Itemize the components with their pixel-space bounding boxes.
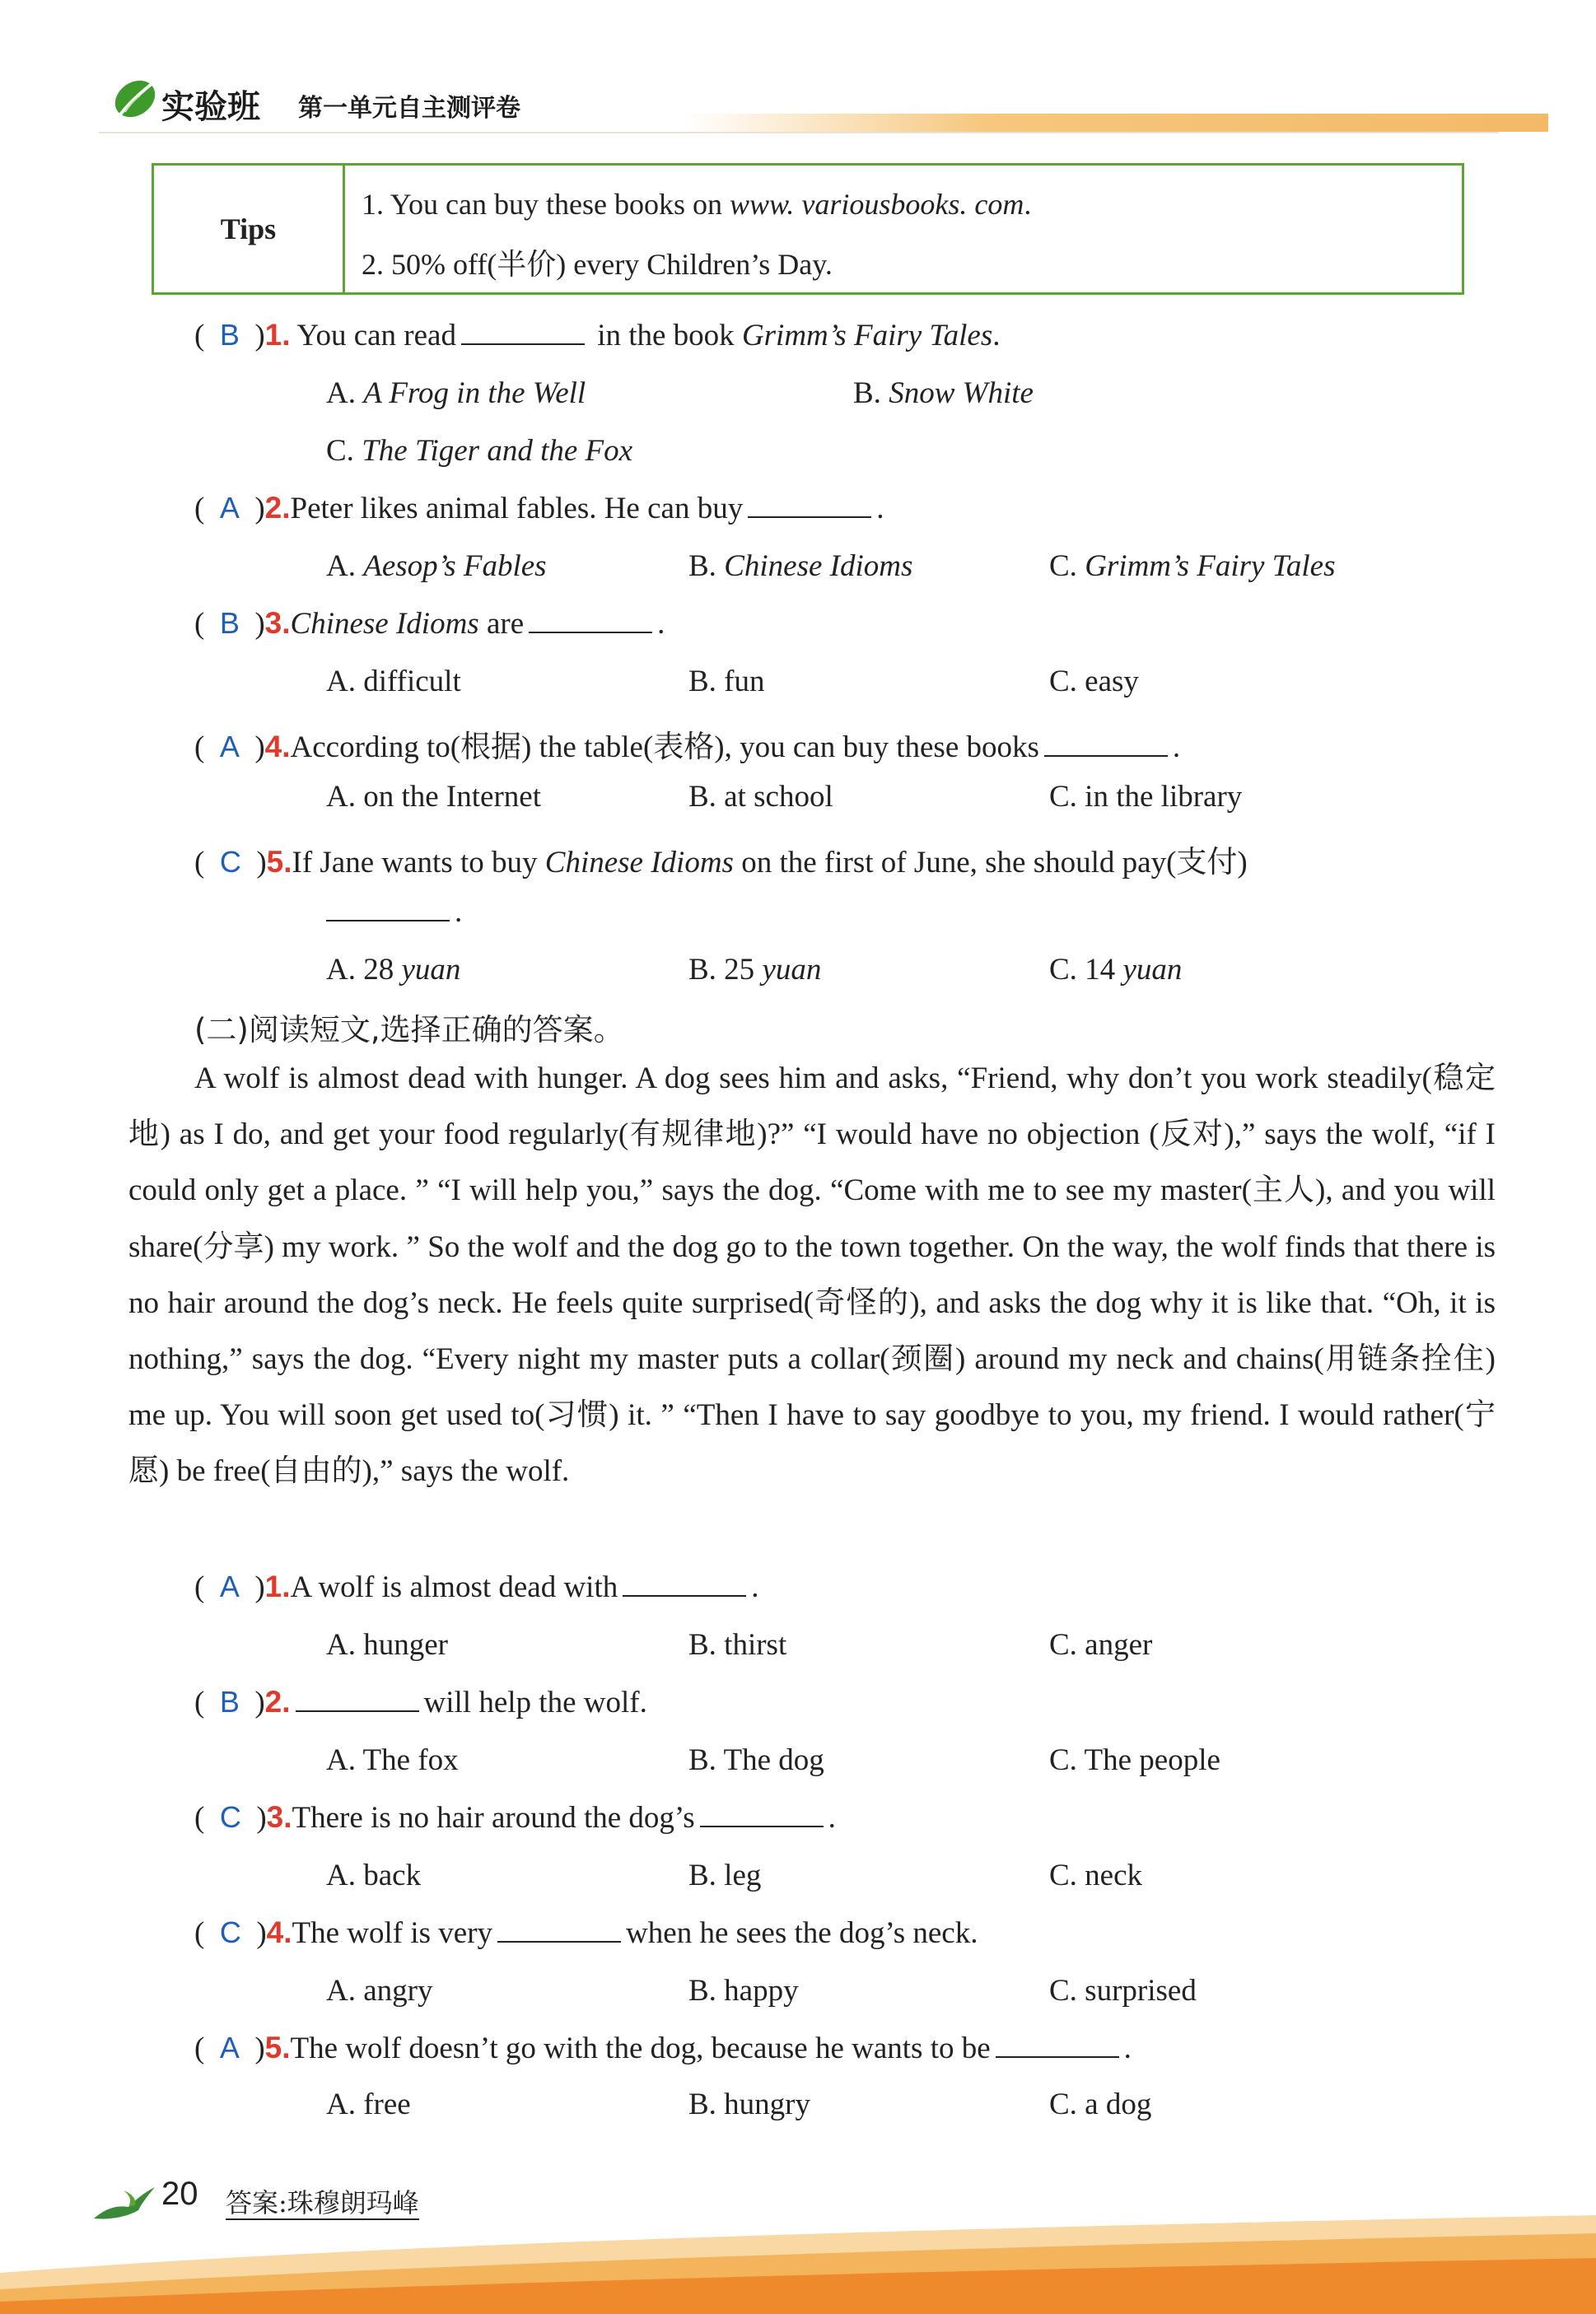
- option-1-2-b: B. Chinese Idioms: [688, 549, 913, 583]
- tips-box: [152, 163, 1464, 295]
- option-1-5-b: B. 25 yuan: [688, 953, 822, 987]
- option-2-1-c: C. anger: [1049, 1628, 1153, 1662]
- header-divider: [99, 132, 1499, 133]
- option-2-3-c: C. neck: [1049, 1859, 1143, 1892]
- footer-wave-decoration: [0, 2215, 1596, 2314]
- option-1-4-b: B. at school: [688, 780, 833, 814]
- option-2-3-a: A. back: [326, 1859, 422, 1892]
- option-2-2-a: A. The fox: [326, 1743, 459, 1777]
- option-2-3-b: B. leg: [688, 1859, 762, 1892]
- question-1-2: ( A )2.Peter likes animal fables. He can buy .: [194, 491, 884, 525]
- brand-title: 实验班: [161, 88, 260, 126]
- question-1-3: ( B )3.Chinese Idioms are .: [194, 606, 665, 641]
- option-1-1-b: B. Snow White: [853, 376, 1034, 410]
- option-2-1-a: A. hunger: [326, 1628, 448, 1662]
- section-title: (二)阅读短文,选择正确的答案。: [194, 1012, 624, 1047]
- option-2-5-c: C. a dog: [1049, 2088, 1152, 2121]
- question-1-5-blank: .: [326, 894, 462, 930]
- option-1-1-a: A. A Frog in the Well: [326, 376, 586, 410]
- option-1-3-b: B. fun: [688, 665, 765, 698]
- question-2-3: ( C )3.There is no hair around the dog’s .: [194, 1800, 836, 1835]
- option-1-3-a: A. difficult: [326, 665, 461, 698]
- question-2-1: ( A )1.A wolf is almost dead with .: [194, 1570, 759, 1604]
- option-1-4-c: C. in the library: [1049, 780, 1243, 814]
- unit-title: 第一单元自主测评卷: [298, 94, 520, 123]
- option-2-2-c: C. The people: [1049, 1743, 1220, 1777]
- page-number: 20: [161, 2176, 198, 2212]
- option-2-5-a: A. free: [326, 2088, 411, 2121]
- question-2-2: ( B )2. will help the wolf.: [194, 1685, 647, 1719]
- option-1-4-a: A. on the Internet: [326, 780, 541, 814]
- question-1-4: ( A )4.According to(根据) the table(表格), you can buy these books .: [194, 730, 1181, 764]
- option-2-1-b: B. thirst: [688, 1628, 787, 1662]
- option-1-5-a: A. 28 yuan: [326, 953, 461, 987]
- answer-mark: B: [219, 318, 240, 352]
- option-2-4-a: A. angry: [326, 1974, 433, 2008]
- header-orange-bar: [684, 114, 1548, 132]
- question-2-4: ( C )4.The wolf is very when he sees the dog’s neck.: [194, 1915, 978, 1950]
- option-2-4-b: B. happy: [688, 1974, 799, 2008]
- option-2-4-c: C. surprised: [1049, 1974, 1197, 2008]
- option-1-5-c: C. 14 yuan: [1049, 953, 1183, 987]
- option-1-1-c: C. The Tiger and the Fox: [326, 434, 633, 468]
- option-2-5-b: B. hungry: [688, 2088, 810, 2121]
- option-2-2-b: B. The dog: [688, 1743, 824, 1777]
- green-leaf-logo-icon: [107, 76, 158, 127]
- option-1-3-c: C. easy: [1049, 665, 1139, 698]
- option-1-2-a: A. Aesop’s Fables: [326, 549, 547, 583]
- reading-passage: A wolf is almost dead with hunger. A dog sees him and asks, “Friend, why don’t you work steadily(稳定地) as I do, and get your food regularly(有规律地)?” “I would have no objection (反对),” says the wolf, “if I could only get a place. ” “I will help you,” says the dog. “Come with me to see my master(主人), and you will share(分享) my work. ” So the wolf and the dog go to the town together. On the way, the wolf finds that there is no hair around the dog’s neck. He feels quite surprised(奇怪的), and asks the dog why it is like that. “Oh, it is nothing,” says the dog. “Every night my master puts a collar(颈圈) around my neck and chains(用链条拴住) me up. You will soon get used to(习惯) it. ” “Then I have to say goodbye to you, my friend. I would rather(宁愿) be free(自由的),” says the wolf.: [128, 1061, 1496, 1489]
- tips-line-1: 1. You can buy these books on www. variousbooks. com.: [362, 188, 1032, 221]
- question-1-5: ( C )5.If Jane wants to buy Chinese Idioms on the first of June, she should pay(支付): [194, 845, 1248, 879]
- option-1-2-c: C. Grimm’s Fairy Tales: [1049, 549, 1336, 583]
- footer-answer: 答案:珠穆朗玛峰: [226, 2187, 419, 2218]
- question-2-5: ( A )5.The wolf doesn’t go with the dog, because he wants to be .: [194, 2031, 1132, 2065]
- tips-line-2: 2. 50% off(半价) every Children’s Day.: [362, 248, 833, 281]
- question-1-1: ( B )1. You can read in the book Grimm’s Fairy Tales.: [194, 318, 1001, 352]
- tips-label: Tips: [154, 166, 345, 292]
